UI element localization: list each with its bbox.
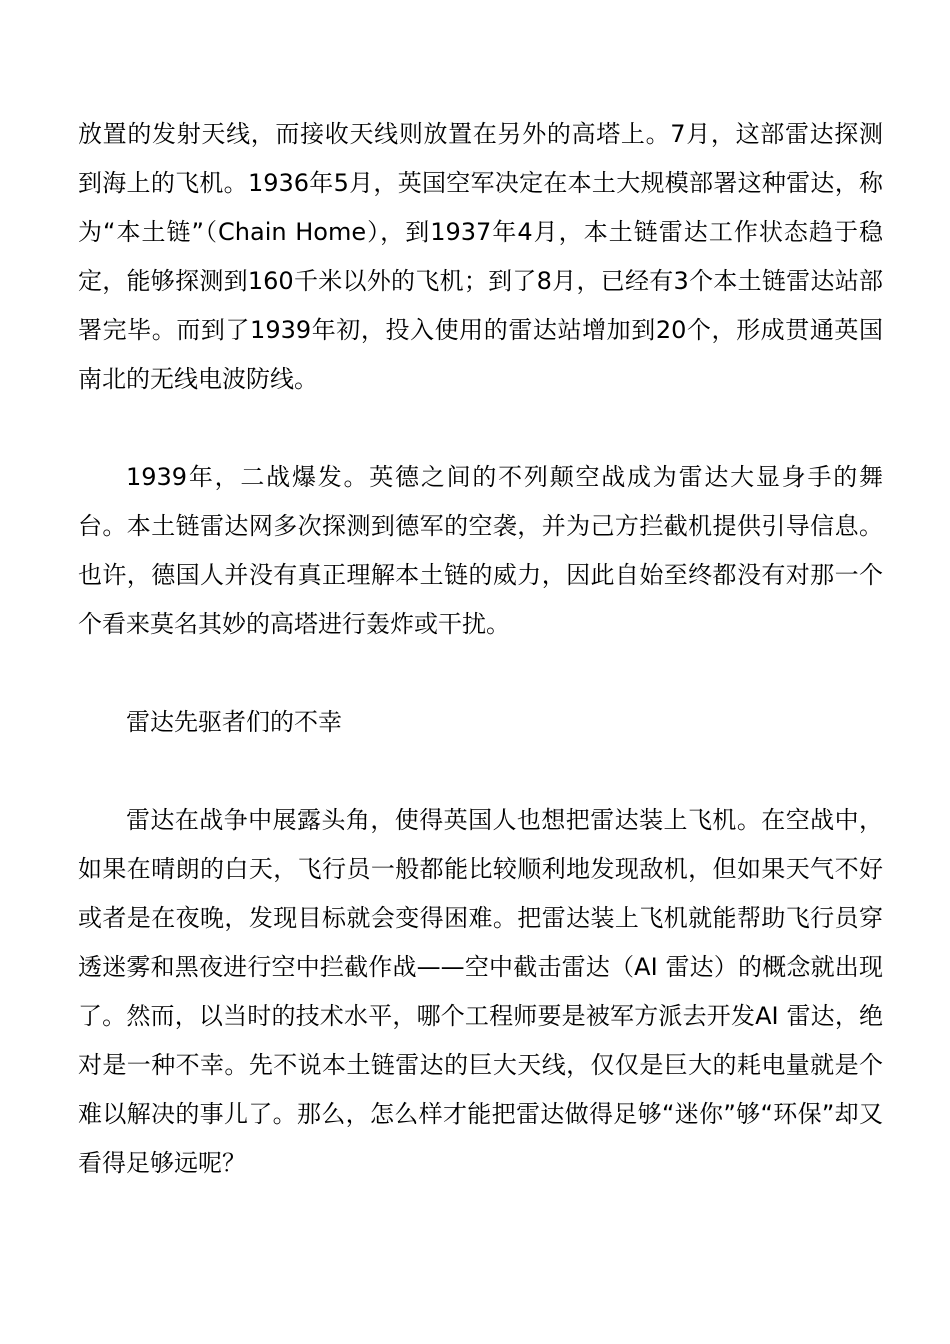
paragraph-spacer bbox=[78, 649, 883, 698]
paragraph-chain-home: 放置的发射天线，而接收天线则放置在另外的高塔上。7月，这部雷达探测到海上的飞机。1936年5月，英国空军决定在本土大规模部署这种雷达，称为“本土链”（Chain Home），到1937年4月，本土链雷达工作状态趋于稳定，能够探测到160千米以外的飞机；到了8月，已经有3个本土链雷达站部署完毕。而到了1939年初，投入使用的雷达站增加到20个，形成贯通英国南北的无线电波防线。 bbox=[78, 120, 883, 393]
paragraph-spacer bbox=[78, 747, 883, 796]
paragraph-spacer bbox=[78, 404, 883, 453]
document-page bbox=[78, 110, 883, 1188]
paragraph-ai-radar: 雷达在战争中展露头角，使得英国人也想把雷达装上飞机。在空战中，如果在晴朗的白天，飞行员一般都能比较顺利地发现敌机，但如果天气不好或者是在夜晚，发现目标就会变得困难。把雷达装上飞机就能帮助飞行员穿透迷雾和黑夜进行空中拦截作战——空中截击雷达（AI 雷达）的概念就出现了。然而，以当时的技术水平，哪个工程师要是被军方派去开发AI 雷达，绝对是一种不幸。先不说本土链雷达的巨大天线，仅仅是巨大的耗电量就是个难以解决的事儿了。那么，怎么样才能把雷达做得足够“迷你”够“环保”却又看得足够远呢？ bbox=[78, 806, 883, 1177]
paragraph-battle-of-britain: 1939年，二战爆发。英德之间的不列颠空战成为雷达大显身手的舞台。本土链雷达网多次探测到德军的空袭，并为己方拦截机提供引导信息。也许，德国人并没有真正理解本土链的威力，因此自始至终都没有对那一个个看来莫名其妙的高塔进行轰炸或干扰。 bbox=[78, 463, 883, 638]
section-heading: 雷达先驱者们的不幸 bbox=[126, 708, 342, 736]
